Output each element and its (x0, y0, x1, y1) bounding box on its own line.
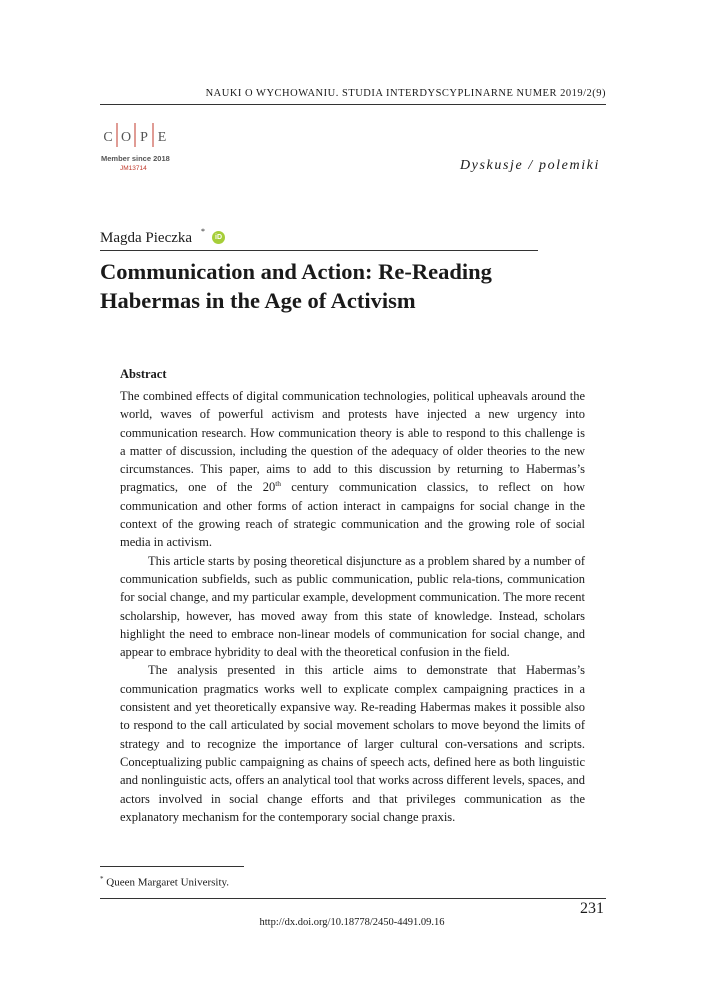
cope-letter-c: C (103, 130, 113, 145)
footer-rule (100, 898, 606, 899)
author-name: Magda Pieczka (100, 230, 193, 246)
doi-link[interactable]: http://dx.doi.org/10.18778/2450-4491.09.16 (259, 917, 445, 928)
cope-letter-p: P (140, 130, 148, 145)
abstract-body (120, 387, 585, 826)
article-title (100, 257, 580, 315)
page-number: 231 (580, 900, 604, 917)
footnote-rule (100, 866, 244, 867)
abstract-heading: Abstract (120, 367, 167, 381)
abstract-paragraph-1: The combined effects of digital communication technologies, political upheavals around the world, waves of powerful activism and protests have injected a new urgency into communication research. How communication theory is able to respond to this challenge is a matter of discussion, including the question of the adequacy of older theories to the new circumstances. This paper, aims to add to this discussion by returning to Habermas’s pragmatics, one of the 20th century communication classics, to reflect on how communication and other forms of action interact in campaigns for social change in the context of the growing reach of strategic communication and the growing role of social media in activism. (120, 389, 586, 550)
title-line-2: Habermas in the Age of Activism (100, 288, 416, 313)
author-footnote-mark: * (201, 227, 205, 236)
header-rule (100, 104, 606, 105)
cope-letter-e: E (157, 130, 167, 145)
cope-member-id: JM13714 (120, 165, 147, 172)
abstract-paragraph-3: The analysis presented in this article aims to demonstrate that Habermas’s communication pragmatics works well to explicate complex campaigning practices in a consistent and yet theoretically expansive way. Re-reading Habermas makes it possible also to respond to the call articulated by social movement scholars to move beyond the limits of strategy and to recognize the importance of larger cultural con-versations and scripts. Conceptualizing public campaigning as chains of speech acts, defined here as both linguistic and nonlinguistic acts, offers an analytical tool that works across different levels, spaces, and actors involved in social change efforts and that privileges communication as the explanatory mechanism for the contemporary social change praxis. (120, 663, 585, 824)
journal-running-header: NAUKI O WYCHOWANIU. STUDIA INTERDYSCYPLINARNE NUMER 2019/2(9) (205, 88, 606, 99)
cope-member-since: Member since 2018 (101, 154, 170, 163)
cope-member-logo (100, 117, 175, 175)
footnote-mark: * (100, 875, 104, 883)
orcid-icon[interactable]: iD (212, 231, 225, 244)
section-label: Dyskusje / polemiki (459, 158, 600, 173)
abstract-paragraph-2: This article starts by posing theoretical disjuncture as a problem shared by a number of communication subfields, such as public communication, public rela-tions, communication for social change, and my particular example, development communication. The more recent scholarship, however, has moved away from this state of knowledge. Instead, scholars highlight the need to embrace non-linear models of communication for social change, and appear to embrace hybridity to deal with the theoretical confusion in the field. (120, 553, 585, 660)
footnote (100, 875, 229, 889)
author-line (100, 227, 538, 251)
footnote-text: Queen Margaret University. (103, 876, 230, 889)
title-line-1: Communication and Action: Re-Reading (100, 259, 492, 284)
cope-letter-o: O (120, 130, 132, 145)
